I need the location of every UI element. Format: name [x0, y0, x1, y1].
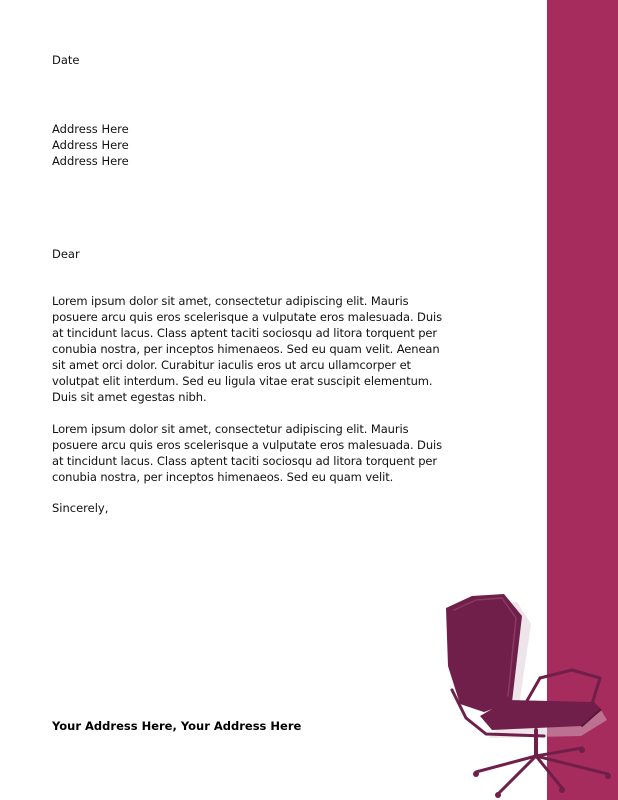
closing: Sincerely, [52, 501, 109, 515]
address-line: Address Here [52, 122, 129, 136]
address-line: Address Here [52, 154, 129, 168]
office-chair-icon [432, 586, 618, 800]
date-label: Date [52, 53, 80, 67]
address-line: Address Here [52, 138, 129, 152]
address-block [52, 121, 129, 169]
salutation: Dear [52, 247, 80, 261]
footer-address: Your Address Here, Your Address Here [52, 719, 302, 733]
body-paragraph: Lorem ipsum dolor sit amet, consectetur adipiscing elit. Mauris posuere arcu quis eros scelerisque a vulputate eros malesuada. Duis at tincidunt lacus. Class aptent taciti sociosqu ad litora torquent per conubia nostra, per inceptos himenaeos. Sed eu quam velit. [52, 422, 442, 484]
body-paragraph: Lorem ipsum dolor sit amet, consectetur adipiscing elit. Mauris posuere arcu quis eros scelerisque a vulputate eros malesuada. Duis at tincidunt lacus. Class aptent taciti sociosqu ad litora torquent per conubia nostra, per inceptos himenaeos. Sed eu quam velit. Aenean sit amet orci dolor. Curabitur iaculis eros ut arcu ullamcorper et volutpat elit interdum. Sed eu ligula vitae erat suscipit elementum. Duis sit amet egestas nibh. [52, 294, 442, 404]
